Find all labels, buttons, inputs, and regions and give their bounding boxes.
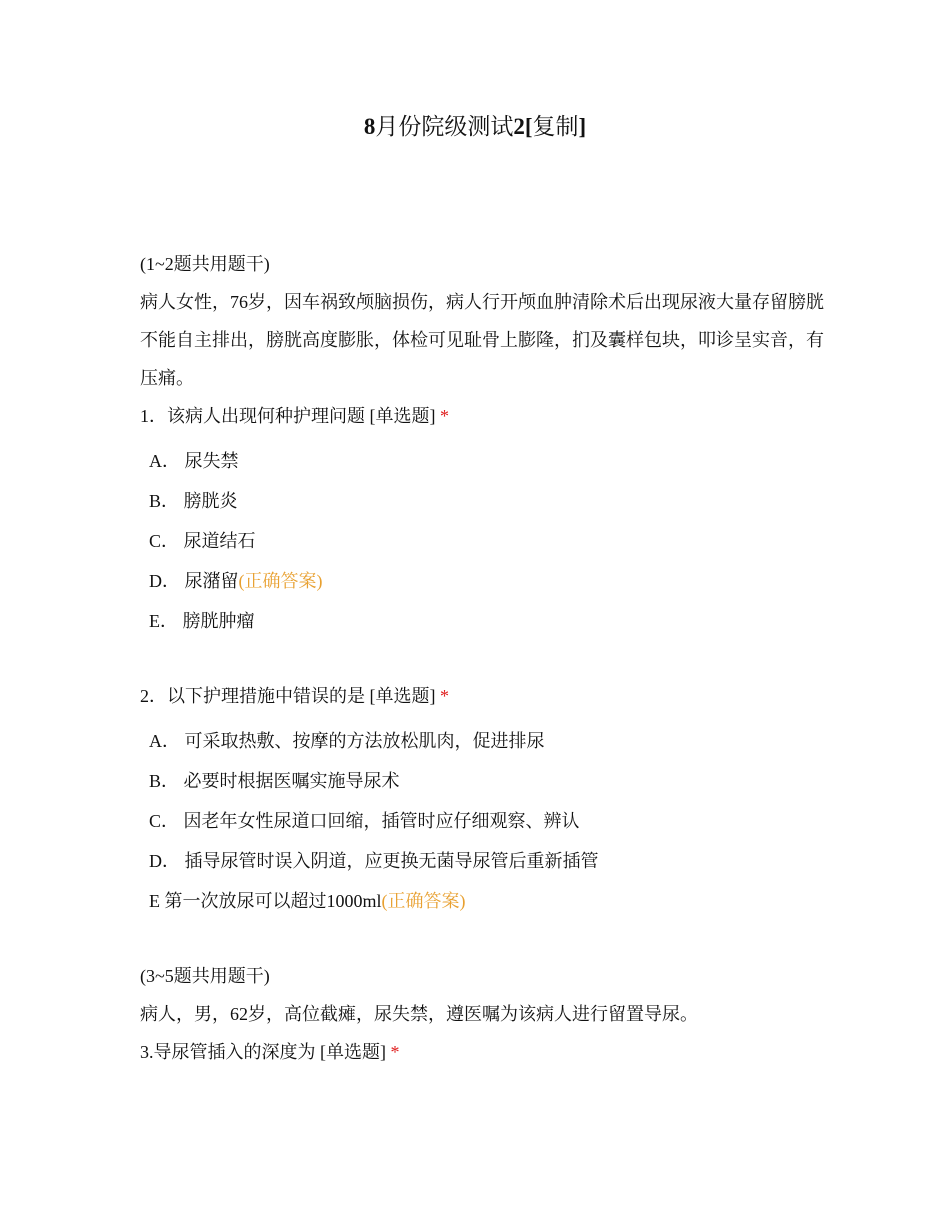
page-title (0, 112, 950, 142)
survey-content (140, 245, 830, 1071)
option-item (140, 721, 830, 761)
group-header: (1~2题共用题干) (140, 254, 270, 274)
title-bracket-close: ] (578, 114, 587, 139)
title-prefix: 8 (363, 114, 376, 139)
group-stem: 病人女性，76岁，因车祸致颅脑损伤，病人行开颅血肿清除术后出现尿液大量存留膀胱不能自主排出，膀胱高度膨胀，体检可见耻骨上膨隆，扪及囊样包块，叩诊呈实音，有压痛。 (140, 292, 824, 388)
question-title (140, 397, 830, 435)
option-text: E． 膀胱肿瘤 (149, 611, 255, 631)
title-number: 2 (513, 114, 525, 139)
group-header: (3~5题共用题干) (140, 966, 270, 986)
question-title (140, 677, 830, 715)
option-item (140, 441, 830, 481)
option-list (140, 441, 830, 641)
spacer (140, 921, 830, 957)
required-mark: * (440, 686, 449, 706)
option-item (140, 521, 830, 561)
required-mark: * (440, 406, 449, 426)
option-text: E 第一次放尿可以超过1000ml (149, 891, 382, 911)
title-middle: 月份院级测试 (375, 114, 514, 139)
option-item (140, 841, 830, 881)
option-text: C． 因老年女性尿道口回缩，插管时应仔细观察、辨认 (149, 811, 580, 831)
option-item (140, 601, 830, 641)
question-title (140, 1033, 830, 1071)
correct-answer-tag: (正确答案) (381, 891, 466, 911)
option-item (140, 801, 830, 841)
option-text: A． 尿失禁 (149, 451, 239, 471)
option-text: D． 插导尿管时误入阴道，应更换无菌导尿管后重新插管 (149, 851, 599, 871)
question-text: 2．以下护理措施中错误的是 [单选题] (140, 686, 436, 706)
option-text: A． 可采取热敷、按摩的方法放松肌肉，促进排尿 (149, 731, 545, 751)
option-text: B． 必要时根据医嘱实施导尿术 (149, 771, 400, 791)
correct-answer-tag: (正确答案) (238, 571, 323, 591)
option-item (140, 761, 830, 801)
group-stem: 病人，男，62岁，高位截瘫，尿失禁，遵医嘱为该病人进行留置导尿。 (140, 1004, 698, 1024)
option-text: D． 尿潴留 (149, 571, 239, 591)
option-item (140, 561, 830, 601)
option-item (140, 881, 830, 921)
option-item (140, 481, 830, 521)
option-list (140, 721, 830, 921)
option-text: B． 膀胱炎 (149, 491, 238, 511)
title-copy: 复制 (532, 114, 579, 139)
spacer (140, 641, 830, 677)
required-mark: * (390, 1042, 400, 1062)
question-text: 3.导尿管插入的深度为 [单选题] (140, 1042, 386, 1062)
title-bracket-open: [ (524, 114, 533, 139)
question-text: 1．该病人出现何种护理问题 [单选题] (140, 406, 436, 426)
option-text: C． 尿道结石 (149, 531, 256, 551)
